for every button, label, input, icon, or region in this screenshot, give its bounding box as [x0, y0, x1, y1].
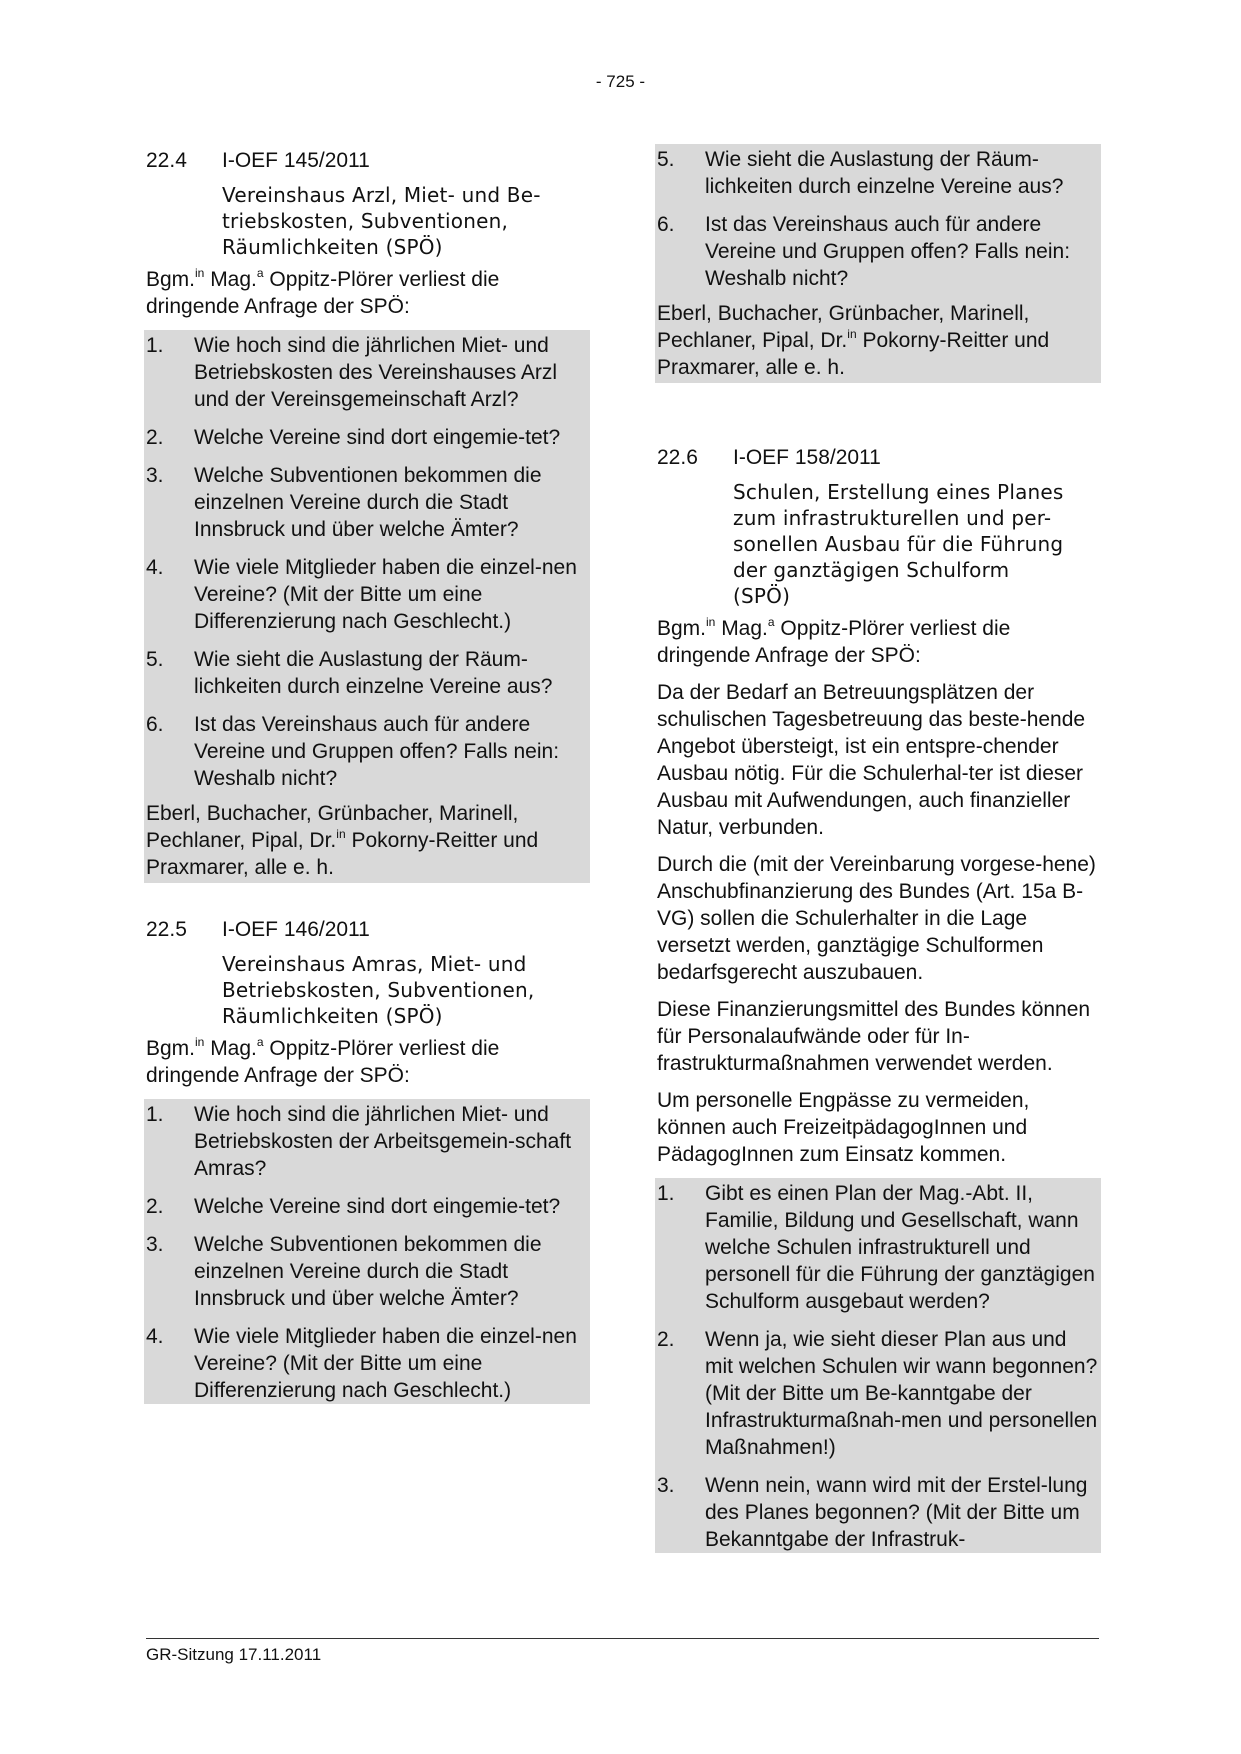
body-paragraph: Diese Finanzierungsmittel des Bundes können für Personalaufwände oder für In-frastrukturmaßnahmen verwendet werden. [657, 998, 1091, 1075]
title-line: (SPÖ) [733, 584, 791, 608]
section-header [146, 148, 588, 174]
question-list [146, 332, 588, 792]
footer-divider [146, 1638, 1099, 1639]
intro-paragraph: Bgm.$^{in}$ Mag.$^a$ Oppitz-Plörer verliest die dringende Anfrage der SPÖ: [146, 266, 500, 318]
question-item: 2. Welche Vereine sind dort eingemie-tet? [146, 1195, 561, 1218]
section-22-6 [657, 445, 1099, 1553]
question-item: 5. Wie sieht die Auslastung der Räum-lichkeiten durch einzelne Vereine aus? [657, 148, 1064, 198]
intro-paragraph: Bgm.$^{in}$ Mag.$^a$ Oppitz-Plörer verliest die dringende Anfrage der SPÖ: [657, 615, 1011, 667]
intro-paragraph: Bgm.$^{in}$ Mag.$^a$ Oppitz-Plörer verliest die dringende Anfrage der SPÖ: [146, 1035, 500, 1087]
section-header [657, 445, 1099, 471]
section-22-5 [146, 917, 588, 1404]
signers: Eberl, Buchacher, Grünbacher, Marinell, Pechlaner, Pipal, Dr.$^{in}$ Pokorny-Reitter und Praxmarer, alle e. h. [657, 302, 1050, 379]
title-line: Schulen, Erstellung eines Planes [733, 480, 1064, 504]
section-title [222, 182, 588, 260]
title-line: Betriebskosten, Subventionen, [222, 978, 535, 1002]
inquiry-box-continued [655, 144, 1101, 383]
section-header [146, 917, 588, 943]
question-item: 6. Ist das Vereinshaus auch für andere Vereine und Gruppen offen? Falls nein: Weshalb nicht? [146, 713, 560, 790]
title-line: triebskosten, Subventionen, [222, 209, 509, 233]
body-paragraph: Da der Bedarf an Betreuungsplätzen der schulischen Tagesbetreuung das beste-hende Angebot übersteigt, ist ein entspre-chender Ausbau nötig. Für die Schulerhal-ter ist dieser Ausbau mit Aufwendungen, auch finanzieller Natur, verbunden. [657, 681, 1086, 839]
question-item: 1. Gibt es einen Plan der Mag.-Abt. II, Familie, Bildung und Gesellschaft, wann welche Schulen infrastrukturell und personell für die Führung der ganztägigen Schulform ausgebaut werden? [657, 1182, 1095, 1313]
question-item: 3. Welche Subventionen bekommen die einzelnen Vereine durch die Stadt Innsbruck und über welche Ämter? [146, 464, 542, 541]
body-paragraph: Um personelle Engpässe zu vermeiden, können auch FreizeitpädagogInnen und PädagogInnen zum Einsatz kommen. [657, 1089, 1030, 1166]
title-line: Räumlichkeiten (SPÖ) [222, 235, 443, 259]
question-item: 1. Wie hoch sind die jährlichen Miet- und Betriebskosten der Arbeitsgemein-schaft Amras? [146, 1103, 572, 1180]
section-22-5-continued [657, 144, 1099, 383]
inquiry-box [144, 330, 590, 883]
section-number: 22.4 [146, 149, 187, 172]
section-title [733, 479, 1099, 609]
question-item: 2. Wenn ja, wie sieht dieser Plan aus und mit welchen Schulen wir wann begonnen? (Mit der Bitte um Be-kanntgabe der Infrastrukturmaßnah-men und personellen Maßnahmen!) [657, 1328, 1098, 1459]
question-item: 5. Wie sieht die Auslastung der Räum-lichkeiten durch einzelne Vereine aus? [146, 648, 553, 698]
section-number: 22.6 [657, 446, 698, 469]
question-list [146, 1101, 588, 1404]
question-item: 4. Wie viele Mitglieder haben die einzel-nen Vereine? (Mit der Bitte um eine Differenzierung nach Geschlecht.) [146, 1325, 577, 1402]
footer-session-date: GR-Sitzung 17.11.2011 [146, 1645, 322, 1664]
question-item: 6. Ist das Vereinshaus auch für andere Vereine und Gruppen offen? Falls nein: Weshalb nicht? [657, 213, 1071, 290]
title-line: Räumlichkeiten (SPÖ) [222, 1004, 443, 1028]
signers: Eberl, Buchacher, Grünbacher, Marinell, Pechlaner, Pipal, Dr.$^{in}$ Pokorny-Reitter und Praxmarer, alle e. h. [146, 802, 539, 879]
title-line: der ganztägigen Schulform [733, 558, 1010, 582]
question-item: 1. Wie hoch sind die jährlichen Miet- und Betriebskosten des Vereinshauses Arzl und der Vereinsgemeinschaft Arzl? [146, 334, 558, 411]
question-list [657, 1180, 1099, 1553]
left-column [146, 148, 588, 1438]
section-reference: I-OEF 146/2011 [222, 918, 370, 941]
right-column [657, 148, 1099, 1587]
question-item: 3. Wenn nein, wann wird mit der Erstel-lung des Planes begonnen? (Mit der Bitte um Bekanntgabe der Infrastruk- [657, 1474, 1088, 1551]
section-number: 22.5 [146, 918, 187, 941]
question-item: 2. Welche Vereine sind dort eingemie-tet? [146, 426, 561, 449]
page-number: - 725 - [595, 72, 646, 91]
section-reference: I-OEF 145/2011 [222, 149, 370, 172]
title-line: zum infrastrukturellen und per- [733, 506, 1052, 530]
inquiry-box [144, 1099, 590, 1404]
inquiry-box [655, 1178, 1101, 1553]
question-item: 3. Welche Subventionen bekommen die einzelnen Vereine durch die Stadt Innsbruck und über welche Ämter? [146, 1233, 542, 1310]
title-line: Vereinshaus Arzl, Miet- und Be- [222, 183, 541, 207]
section-reference: I-OEF 158/2011 [733, 446, 881, 469]
section-22-4 [146, 148, 588, 883]
title-line: sonellen Ausbau für die Führung [733, 532, 1064, 556]
question-item: 4. Wie viele Mitglieder haben die einzel-nen Vereine? (Mit der Bitte um eine Differenzierung nach Geschlecht.) [146, 556, 577, 633]
question-list [657, 146, 1099, 292]
title-line: Vereinshaus Amras, Miet- und [222, 952, 527, 976]
body-paragraph: Durch die (mit der Vereinbarung vorgese-hene) Anschubfinanzierung des Bundes (Art. 15a B-VG) sollen die Schulerhalter in die Lage versetzt werden, ganztägige Schulformen bedarfsgerecht auszubauen. [657, 853, 1096, 984]
section-title [222, 951, 588, 1029]
